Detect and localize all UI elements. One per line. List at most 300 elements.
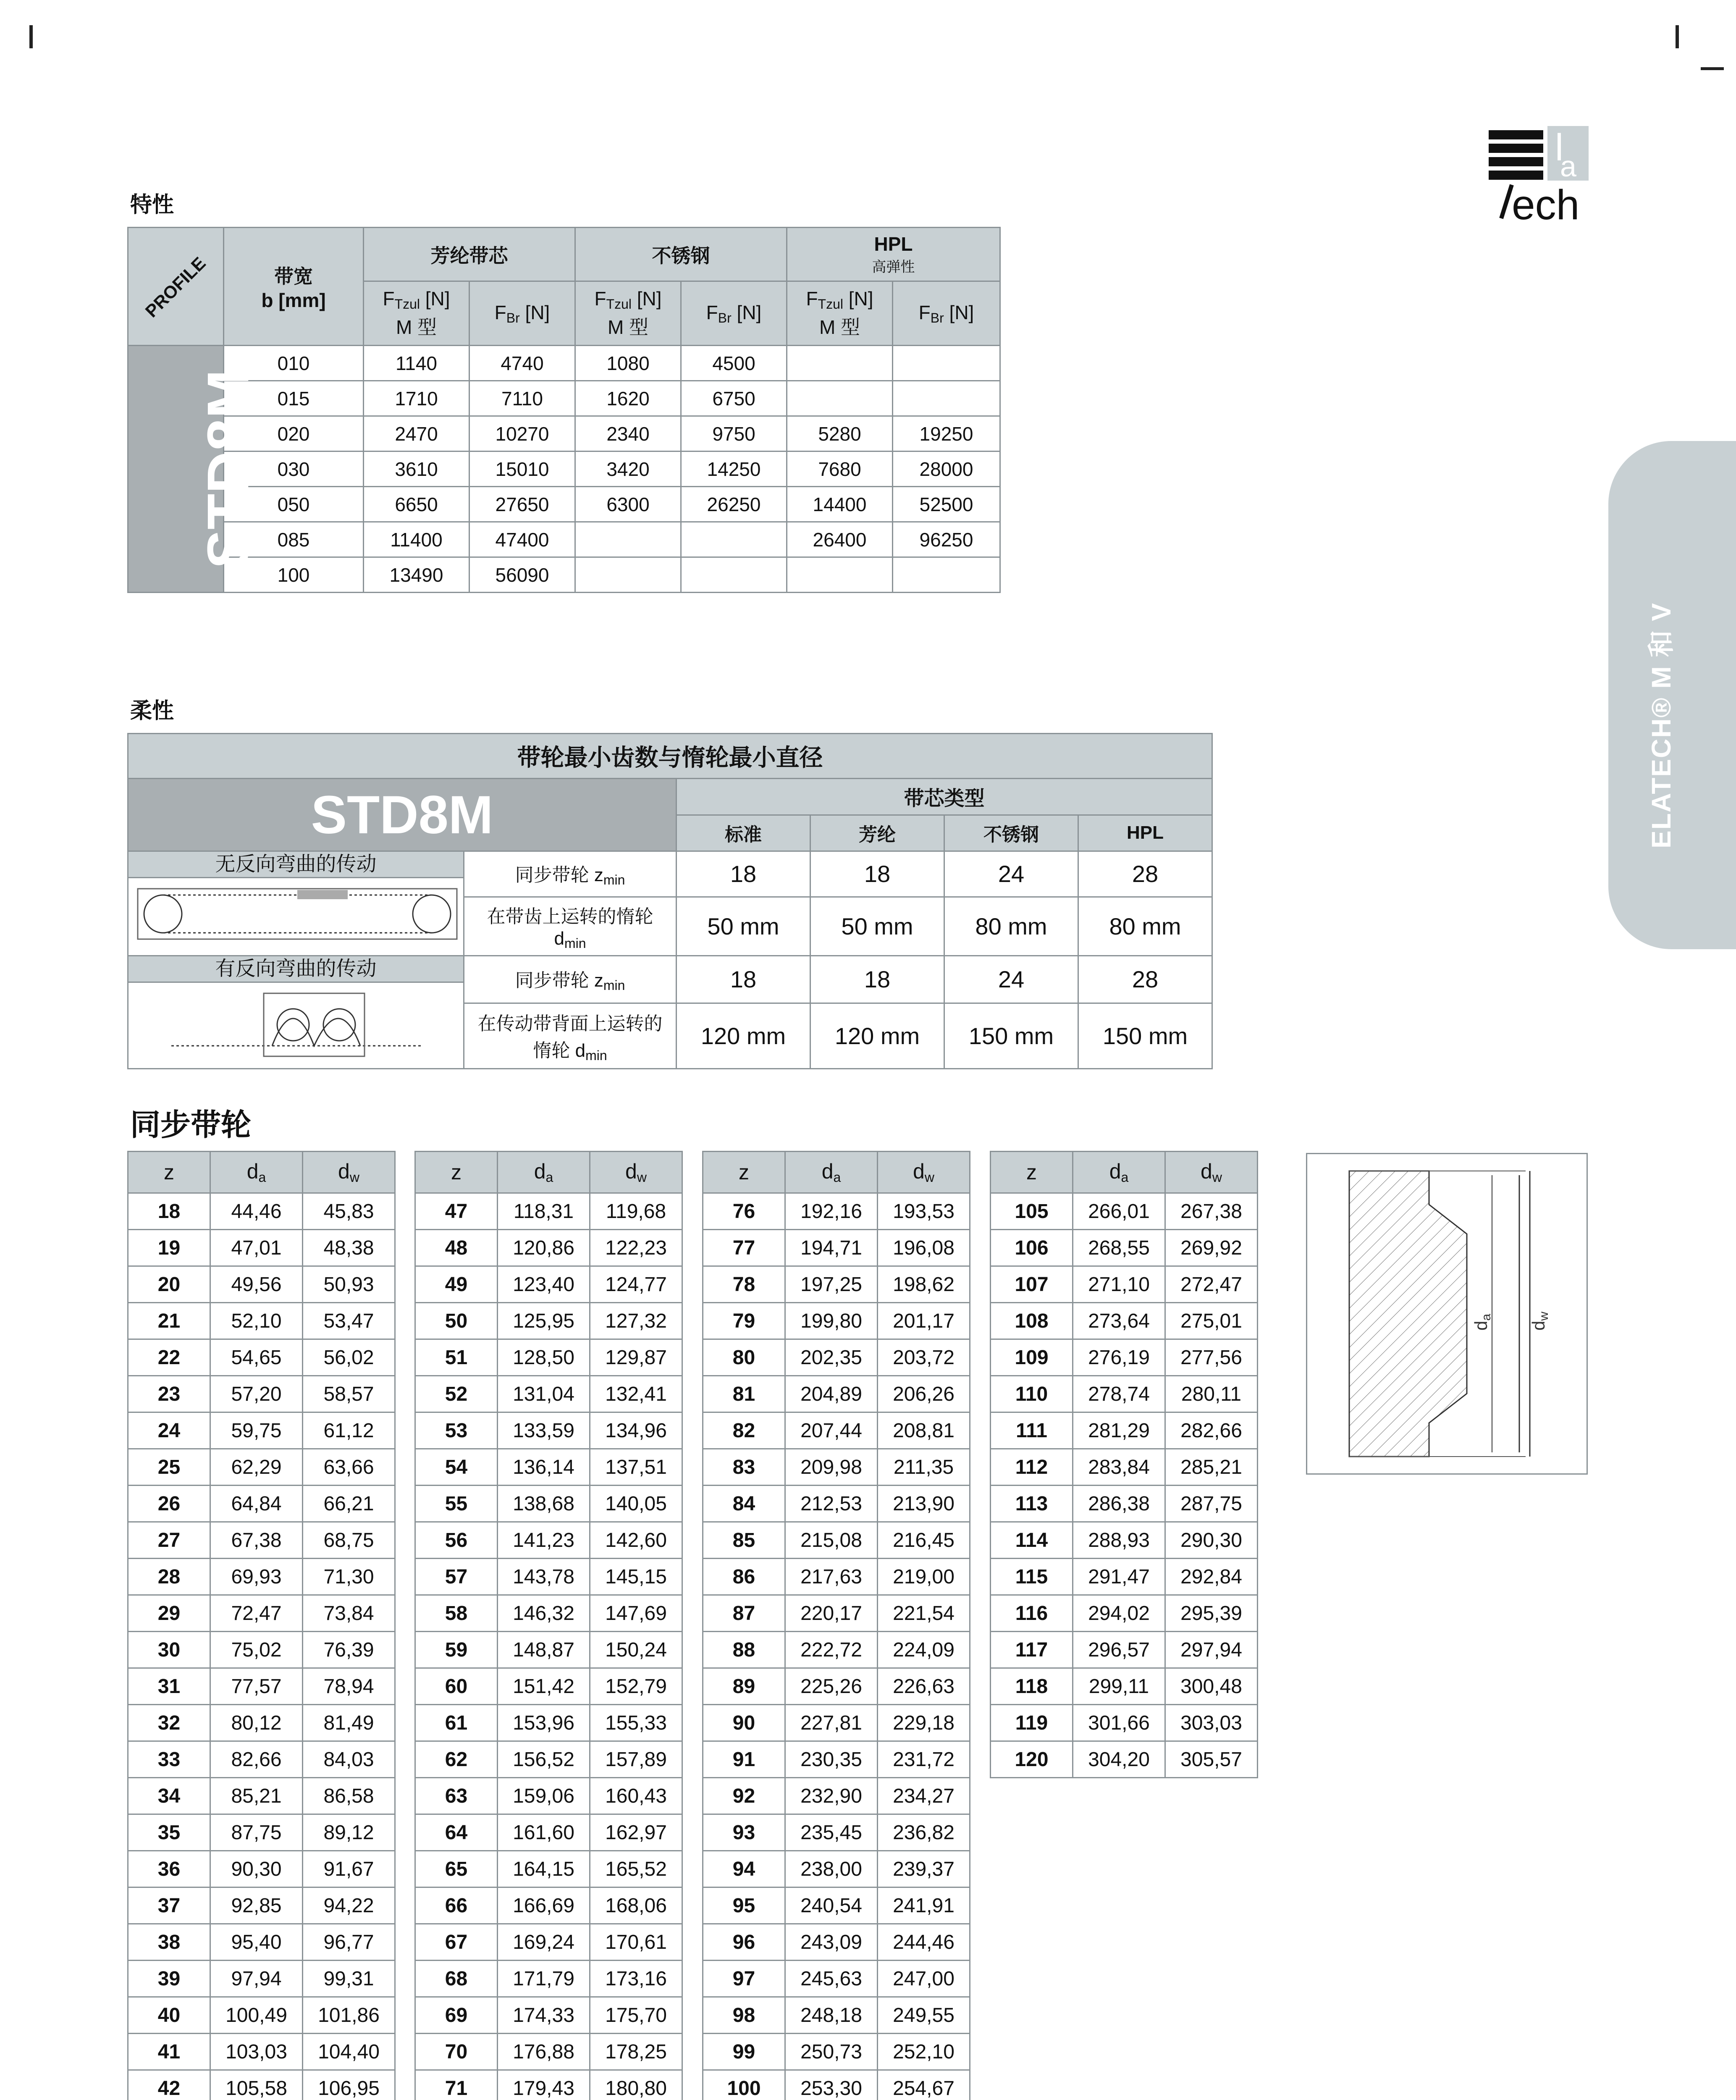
teeth-count: 112 (991, 1449, 1073, 1486)
pitch-diameter: 124,77 (590, 1266, 682, 1303)
pitch-diameter: 231,72 (878, 1741, 970, 1778)
teeth-count: 88 (703, 1632, 785, 1668)
teeth-count: 41 (128, 2034, 210, 2070)
value-cell: 1140 (364, 346, 469, 381)
pitch-diameter: 272,47 (1165, 1266, 1258, 1303)
outside-diameter: 240,54 (785, 1887, 878, 1924)
pulley-row (703, 1778, 970, 1814)
zmin-standard-2: 18 (677, 956, 810, 1003)
teeth-count: 106 (991, 1230, 1073, 1266)
outside-diameter: 209,98 (785, 1449, 878, 1486)
teeth-count: 60 (415, 1668, 498, 1705)
pitch-diameter: 137,51 (590, 1449, 682, 1486)
value-cell: 6300 (575, 487, 681, 522)
outside-diameter: 131,04 (498, 1376, 590, 1412)
teeth-count: 117 (991, 1632, 1073, 1668)
value-cell (787, 381, 893, 416)
pulley-row (128, 1741, 395, 1778)
pulley-row (991, 1522, 1258, 1559)
outside-diameter: 128,50 (498, 1339, 590, 1376)
value-cell (893, 346, 1000, 381)
col-dw-header: $d_w$ (1165, 1152, 1258, 1193)
pitch-diameter: 206,26 (878, 1376, 970, 1412)
outside-diameter: 136,14 (498, 1449, 590, 1486)
outside-diameter: 197,25 (785, 1266, 878, 1303)
outside-diameter: 85,21 (210, 1778, 303, 1814)
value-cell: 28000 (893, 452, 1000, 487)
value-cell: 6650 (364, 487, 469, 522)
pulley-row (415, 1705, 682, 1741)
pulley-row (128, 1486, 395, 1522)
pitch-diameter: 68,75 (303, 1522, 395, 1559)
pitch-diameter: 247,00 (878, 1961, 970, 1997)
teeth-count: 32 (128, 1705, 210, 1741)
pulley-row (991, 1230, 1258, 1266)
value-cell: 26250 (681, 487, 787, 522)
col-da-header: $d_a$ (498, 1152, 590, 1193)
teeth-count: 79 (703, 1303, 785, 1339)
teeth-count: 81 (703, 1376, 785, 1412)
pitch-diameter: 78,94 (303, 1668, 395, 1705)
outside-diameter: 276,19 (1073, 1339, 1165, 1376)
col-ftzul-header: $F_{Tzul}$ [N] M 型 (575, 281, 681, 346)
dmin-teeth-aramid: 50 mm (810, 897, 944, 956)
pitch-diameter: 221,54 (878, 1595, 970, 1632)
outside-diameter: 222,72 (785, 1632, 878, 1668)
outside-diameter: 296,57 (1073, 1632, 1165, 1668)
pulley-row (415, 1303, 682, 1339)
pitch-diameter: 134,96 (590, 1412, 682, 1449)
teeth-count: 71 (415, 2070, 498, 2100)
outside-diameter: 238,00 (785, 1851, 878, 1887)
zmin-aramid-2: 18 (810, 956, 944, 1003)
outside-diameter: 232,90 (785, 1778, 878, 1814)
width-header (224, 228, 364, 346)
value-cell: 6750 (681, 381, 787, 416)
pulley-row (415, 1193, 682, 1230)
pitch-diameter: 119,68 (590, 1193, 682, 1230)
group-hpl (787, 228, 1000, 281)
pitch-diameter: 300,48 (1165, 1668, 1258, 1705)
col-fbr-header: $F_{Br}$ [N] (469, 281, 575, 346)
outside-diameter: 243,09 (785, 1924, 878, 1961)
outside-diameter: 235,45 (785, 1814, 878, 1851)
pitch-diameter: 84,03 (303, 1741, 395, 1778)
pitch-diameter: 297,94 (1165, 1632, 1258, 1668)
dmin-back-standard: 120 mm (677, 1003, 810, 1068)
pulley-row (415, 1376, 682, 1412)
outside-diameter: 283,84 (1073, 1449, 1165, 1486)
teeth-count: 120 (991, 1741, 1073, 1778)
outside-diameter: 57,20 (210, 1376, 303, 1412)
col-fbr-header: $F_{Br}$ [N] (893, 281, 1000, 346)
teeth-count: 68 (415, 1961, 498, 1997)
teeth-count: 107 (991, 1266, 1073, 1303)
teeth-count: 40 (128, 1997, 210, 2034)
width-header-line2: b [mm] (261, 289, 326, 311)
pitch-diameter: 165,52 (590, 1851, 682, 1887)
pulley-row (991, 1559, 1258, 1595)
pitch-diameter: 96,77 (303, 1924, 395, 1961)
profile-name: STD8M (195, 369, 261, 569)
pulley-table-2 (414, 1151, 683, 2100)
teeth-count: 83 (703, 1449, 785, 1486)
outside-diameter: 192,16 (785, 1193, 878, 1230)
pulley-header-row (703, 1152, 970, 1193)
pulley-row (415, 1412, 682, 1449)
pitch-diameter: 234,27 (878, 1778, 970, 1814)
teeth-count: 29 (128, 1595, 210, 1632)
case2-cell (128, 956, 464, 1069)
outside-diameter: 217,63 (785, 1559, 878, 1595)
teeth-count: 118 (991, 1668, 1073, 1705)
row-label-idler-back: 在传动带背面上运转的 惰轮 $d_{min}$ (464, 1003, 677, 1068)
min-pulley-idler-table (127, 733, 1213, 1069)
pitch-diameter: 201,17 (878, 1303, 970, 1339)
teeth-count: 20 (128, 1266, 210, 1303)
value-cell: 1620 (575, 381, 681, 416)
crop-mark (29, 25, 33, 48)
pulley-row (991, 1486, 1258, 1522)
row-label-idler-teeth: 在带齿上运转的惰轮 $d_{min}$ (464, 897, 677, 956)
outside-diameter: 90,30 (210, 1851, 303, 1887)
outside-diameter: 220,17 (785, 1595, 878, 1632)
pulley-row (703, 1230, 970, 1266)
teeth-count: 25 (128, 1449, 210, 1486)
value-cell: 52500 (893, 487, 1000, 522)
pitch-diameter: 229,18 (878, 1705, 970, 1741)
outside-diameter: 230,35 (785, 1741, 878, 1778)
group-hpl-label: HPL (874, 233, 913, 255)
pulley-row (415, 1851, 682, 1887)
pulley-row (703, 1851, 970, 1887)
teeth-count: 51 (415, 1339, 498, 1376)
outside-diameter: 250,73 (785, 2034, 878, 2070)
width-cell: 050 (224, 487, 364, 522)
outside-diameter: 212,53 (785, 1486, 878, 1522)
teeth-count: 21 (128, 1303, 210, 1339)
pulley-row (991, 1668, 1258, 1705)
pulley-row (128, 1230, 395, 1266)
teeth-count: 67 (415, 1924, 498, 1961)
outside-diameter: 146,32 (498, 1595, 590, 1632)
outside-diameter: 215,08 (785, 1522, 878, 1559)
pulley-row (991, 1741, 1258, 1778)
table2-title: 带轮最小齿数与惰轮最小直径 (128, 734, 1212, 779)
outside-diameter: 123,40 (498, 1266, 590, 1303)
value-cell: 10270 (469, 416, 575, 452)
pulley-row (415, 1522, 682, 1559)
outside-diameter: 288,93 (1073, 1522, 1165, 1559)
value-cell: 3610 (364, 452, 469, 487)
svg-text:ech: ech (1512, 181, 1580, 228)
teeth-count: 96 (703, 1924, 785, 1961)
teeth-count: 85 (703, 1522, 785, 1559)
pulley-row (415, 1887, 682, 1924)
outside-diameter: 156,52 (498, 1741, 590, 1778)
pulley-table-1 (127, 1151, 396, 2100)
teeth-count: 92 (703, 1778, 785, 1814)
teeth-count: 94 (703, 1851, 785, 1887)
crop-mark (1701, 67, 1724, 70)
teeth-count: 105 (991, 1193, 1073, 1230)
teeth-count: 100 (703, 2070, 785, 2100)
outside-diameter: 266,01 (1073, 1193, 1165, 1230)
pitch-diameter: 142,60 (590, 1522, 682, 1559)
outside-diameter: 120,86 (498, 1230, 590, 1266)
pitch-diameter: 282,66 (1165, 1412, 1258, 1449)
profile-name-cell (128, 346, 261, 593)
pulley-row (415, 1668, 682, 1705)
pulley-row (415, 2034, 682, 2070)
pitch-diameter: 45,83 (303, 1193, 395, 1230)
pulley-row (415, 1924, 682, 1961)
teeth-count: 108 (991, 1303, 1073, 1339)
pitch-diameter: 140,05 (590, 1486, 682, 1522)
width-cell: 100 (224, 557, 364, 593)
pulley-row (703, 1595, 970, 1632)
outside-diameter: 299,11 (1073, 1668, 1165, 1705)
width-cell: 015 (224, 381, 364, 416)
pulley-row (991, 1266, 1258, 1303)
pitch-diameter: 150,24 (590, 1632, 682, 1668)
pulley-row (128, 1376, 395, 1412)
pulley-row (703, 1376, 970, 1412)
pitch-diameter: 252,10 (878, 2034, 970, 2070)
pulley-row (991, 1339, 1258, 1376)
outside-diameter: 199,80 (785, 1303, 878, 1339)
outside-diameter: 49,56 (210, 1266, 303, 1303)
teeth-count: 91 (703, 1741, 785, 1778)
pitch-diameter: 196,08 (878, 1230, 970, 1266)
pitch-diameter: 295,39 (1165, 1595, 1258, 1632)
outside-diameter: 92,85 (210, 1887, 303, 1924)
group-hpl-sub: 高弹性 (872, 259, 915, 275)
value-cell: 15010 (469, 452, 575, 487)
pulley-row (415, 1814, 682, 1851)
value-cell: 5280 (787, 416, 893, 452)
pulley-row (128, 1778, 395, 1814)
pulley-header-row (991, 1152, 1258, 1193)
svg-text:da: da (1471, 1313, 1493, 1331)
value-cell: 14400 (787, 487, 893, 522)
pulley-row (128, 1193, 395, 1230)
col-dw-header: $d_w$ (590, 1152, 682, 1193)
teeth-count: 86 (703, 1559, 785, 1595)
teeth-count: 37 (128, 1887, 210, 1924)
teeth-count: 61 (415, 1705, 498, 1741)
col-dw-header: $d_w$ (878, 1152, 970, 1193)
pitch-diameter: 122,23 (590, 1230, 682, 1266)
svg-text:dw: dw (1529, 1311, 1551, 1331)
pitch-diameter: 305,57 (1165, 1741, 1258, 1778)
outside-diameter: 174,33 (498, 1997, 590, 2034)
teeth-count: 113 (991, 1486, 1073, 1522)
teeth-count: 24 (128, 1412, 210, 1449)
outside-diameter: 169,24 (498, 1924, 590, 1961)
pitch-diameter: 277,56 (1165, 1339, 1258, 1376)
teeth-count: 56 (415, 1522, 498, 1559)
teeth-count: 87 (703, 1595, 785, 1632)
value-cell: 3420 (575, 452, 681, 487)
pulley-row (991, 1193, 1258, 1230)
pulley-row (703, 1632, 970, 1668)
outside-diameter: 138,68 (498, 1486, 590, 1522)
pitch-diameter: 94,22 (303, 1887, 395, 1924)
core-type-header: 带芯类型 (677, 779, 1212, 815)
pulley-row (991, 1303, 1258, 1339)
teeth-count: 48 (415, 1230, 498, 1266)
teeth-count: 36 (128, 1851, 210, 1887)
pitch-diameter: 208,81 (878, 1412, 970, 1449)
pulley-row (415, 1230, 682, 1266)
value-cell: 14250 (681, 452, 787, 487)
dmin-back-steel: 150 mm (944, 1003, 1078, 1068)
pitch-diameter: 213,90 (878, 1486, 970, 1522)
outside-diameter: 271,10 (1073, 1266, 1165, 1303)
value-cell: 26400 (787, 522, 893, 557)
teeth-count: 28 (128, 1559, 210, 1595)
pulley-row (991, 1412, 1258, 1449)
outside-diameter: 72,47 (210, 1595, 303, 1632)
value-cell (575, 557, 681, 593)
pitch-diameter: 244,46 (878, 1924, 970, 1961)
pulley-row (128, 1961, 395, 1997)
core-type-aramid: 芳纶 (810, 815, 944, 851)
pitch-diameter: 89,12 (303, 1814, 395, 1851)
pulley-row (128, 1887, 395, 1924)
pulley-row (128, 1412, 395, 1449)
teeth-count: 70 (415, 2034, 498, 2070)
col-da-header: $d_a$ (1073, 1152, 1165, 1193)
pitch-diameter: 50,93 (303, 1266, 395, 1303)
value-cell (681, 557, 787, 593)
pitch-diameter: 211,35 (878, 1449, 970, 1486)
pulley-row (128, 1303, 395, 1339)
pulley-row (415, 2070, 682, 2100)
pitch-diameter: 157,89 (590, 1741, 682, 1778)
outside-diameter: 166,69 (498, 1887, 590, 1924)
pulley-row (128, 1668, 395, 1705)
pulley-row (703, 1522, 970, 1559)
width-cell: 010 (224, 346, 364, 381)
pulley-row (128, 1924, 395, 1961)
outside-diameter: 44,46 (210, 1193, 303, 1230)
profile-label: PROFILE (142, 253, 210, 321)
outside-diameter: 164,15 (498, 1851, 590, 1887)
teeth-count: 116 (991, 1595, 1073, 1632)
section-title-flexibility: 柔性 (130, 699, 174, 723)
pitch-diameter: 145,15 (590, 1559, 682, 1595)
outside-diameter: 159,06 (498, 1778, 590, 1814)
pitch-diameter: 168,06 (590, 1887, 682, 1924)
pitch-diameter: 91,67 (303, 1851, 395, 1887)
outside-diameter: 227,81 (785, 1705, 878, 1741)
pulley-row (991, 1376, 1258, 1412)
value-cell (893, 557, 1000, 593)
outside-diameter: 151,42 (498, 1668, 590, 1705)
pulley-row (703, 1303, 970, 1339)
col-ftzul-header: $F_{Tzul}$ [N] M 型 (787, 281, 893, 346)
pitch-diameter: 280,11 (1165, 1376, 1258, 1412)
teeth-count: 90 (703, 1705, 785, 1741)
teeth-count: 50 (415, 1303, 498, 1339)
outside-diameter: 179,43 (498, 2070, 590, 2100)
outside-diameter: 281,29 (1073, 1412, 1165, 1449)
characteristics-row (128, 346, 1000, 381)
teeth-count: 27 (128, 1522, 210, 1559)
outside-diameter: 54,65 (210, 1339, 303, 1376)
teeth-count: 18 (128, 1193, 210, 1230)
pitch-diameter: 178,25 (590, 2034, 682, 2070)
pulley-row (415, 1449, 682, 1486)
pulley-row (128, 2034, 395, 2070)
pitch-diameter: 48,38 (303, 1230, 395, 1266)
pitch-diameter: 104,40 (303, 2034, 395, 2070)
pulley-row (703, 1814, 970, 1851)
teeth-count: 64 (415, 1814, 498, 1851)
group-steel: 不锈钢 (575, 228, 787, 281)
outside-diameter: 67,38 (210, 1522, 303, 1559)
pulley-row (415, 1486, 682, 1522)
teeth-count: 119 (991, 1705, 1073, 1741)
zmin-hpl-1: 28 (1078, 851, 1212, 897)
outside-diameter: 103,03 (210, 2034, 303, 2070)
pulley-row (991, 1595, 1258, 1632)
teeth-count: 49 (415, 1266, 498, 1303)
value-cell: 2470 (364, 416, 469, 452)
outside-diameter: 118,31 (498, 1193, 590, 1230)
svg-text:a: a (1560, 150, 1576, 183)
teeth-count: 76 (703, 1193, 785, 1230)
teeth-count: 109 (991, 1339, 1073, 1376)
outside-diameter: 69,93 (210, 1559, 303, 1595)
pitch-diameter: 267,38 (1165, 1193, 1258, 1230)
value-cell: 1710 (364, 381, 469, 416)
pulley-row (703, 1412, 970, 1449)
pulley-row (703, 1741, 970, 1778)
teeth-count: 34 (128, 1778, 210, 1814)
dmin-teeth-standard: 50 mm (677, 897, 810, 956)
value-cell: 13490 (364, 557, 469, 593)
zmin-steel-1: 24 (944, 851, 1078, 897)
pulley-row (128, 1595, 395, 1632)
pitch-diameter: 61,12 (303, 1412, 395, 1449)
teeth-count: 47 (415, 1193, 498, 1230)
pulley-row (128, 1705, 395, 1741)
teeth-count: 35 (128, 1814, 210, 1851)
pitch-diameter: 275,01 (1165, 1303, 1258, 1339)
pitch-diameter: 303,03 (1165, 1705, 1258, 1741)
teeth-count: 89 (703, 1668, 785, 1705)
pulley-row (128, 1522, 395, 1559)
outside-diameter: 171,79 (498, 1961, 590, 1997)
outside-diameter: 77,57 (210, 1668, 303, 1705)
teeth-count: 54 (415, 1449, 498, 1486)
col-z-header: z (415, 1152, 498, 1193)
teeth-count: 59 (415, 1632, 498, 1668)
teeth-count: 26 (128, 1486, 210, 1522)
outside-diameter: 273,64 (1073, 1303, 1165, 1339)
pulley-row (128, 1632, 395, 1668)
pitch-diameter: 129,87 (590, 1339, 682, 1376)
pulley-row (415, 1595, 682, 1632)
outside-diameter: 291,47 (1073, 1559, 1165, 1595)
pitch-diameter: 292,84 (1165, 1559, 1258, 1595)
pitch-diameter: 254,67 (878, 2070, 970, 2100)
outside-diameter: 225,26 (785, 1668, 878, 1705)
pulley-row (703, 2070, 970, 2100)
